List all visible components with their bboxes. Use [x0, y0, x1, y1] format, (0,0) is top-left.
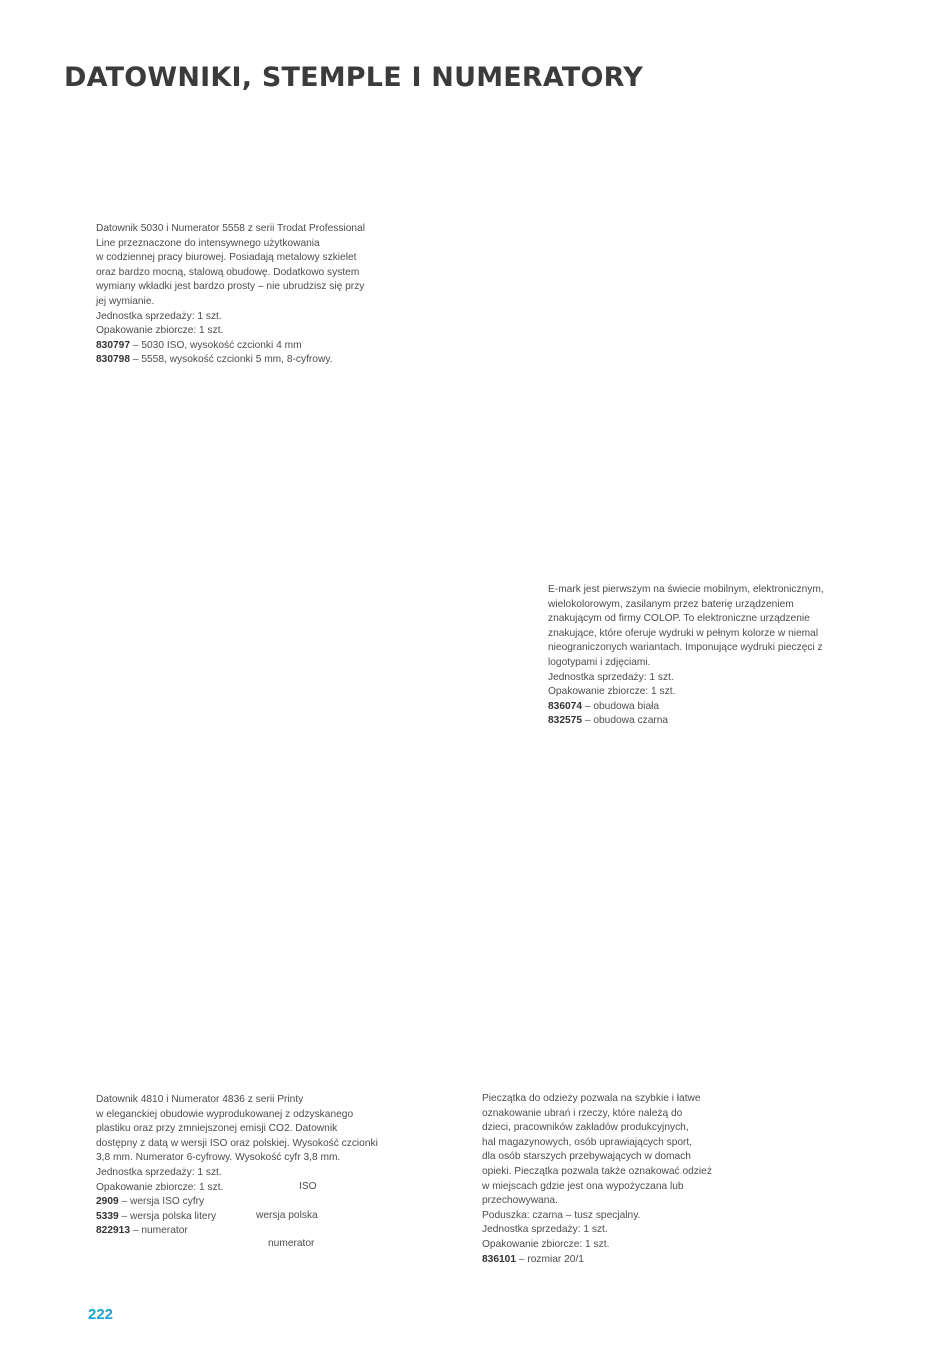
- product-desc: – obudowa czarna: [582, 715, 669, 727]
- product-item: [96, 1195, 378, 1210]
- description-line: wielokolorowym, zasilanym przez baterię urządzeniem: [548, 598, 794, 610]
- product-code: 830797: [96, 339, 130, 351]
- bulk-pack: Opakowanie zbiorcze: 1 szt.: [482, 1238, 610, 1250]
- product-item: [482, 1253, 712, 1268]
- product-block-emark: [548, 583, 824, 729]
- product-item: [96, 1224, 378, 1239]
- image-label-iso: ISO: [299, 1181, 317, 1192]
- product-block-clothing: [482, 1092, 712, 1267]
- description-line: dla osób starszych przebywających w domach: [482, 1151, 691, 1163]
- image-label-numerator: numerator: [268, 1238, 315, 1249]
- image-label-polish: wersja polska: [256, 1210, 318, 1221]
- description-line: Line przeznaczone do intensywnego użytkowania: [96, 237, 320, 249]
- page-number: 222: [88, 1306, 114, 1323]
- product-desc: – wersja polska litery: [118, 1210, 217, 1222]
- description-line: logotypami i zdjęciami.: [548, 656, 651, 668]
- product-code: 5339: [96, 1210, 119, 1222]
- product-desc: – wersja ISO cyfry: [118, 1196, 205, 1208]
- description-line: oznakowanie ubrań i rzeczy, które należą do: [482, 1107, 683, 1119]
- description-line: znakującym od firmy COLOP. To elektroniczne urządzenie: [548, 613, 810, 625]
- product-code: 836074: [548, 700, 582, 712]
- product-desc: – 5030 ISO, wysokość czcionki 4 mm: [130, 339, 302, 351]
- pad-info: Poduszka: czarna – tusz specjalny.: [482, 1209, 641, 1221]
- product-block-printy: [96, 1093, 378, 1239]
- product-description: [548, 583, 824, 671]
- product-description: [482, 1092, 712, 1209]
- description-line: E-mark jest pierwszym na świecie mobilnym, elektronicznym,: [548, 584, 824, 595]
- product-description: [96, 222, 365, 310]
- sales-unit: Jednostka sprzedaży: 1 szt.: [96, 1166, 222, 1178]
- description-line: Datownik 4810 i Numerator 4836 z serii Printy: [96, 1094, 304, 1105]
- product-item: [96, 1210, 378, 1225]
- product-block-trodat: [96, 222, 365, 368]
- description-line: plastiku oraz przy zmniejszonej emisji CO2. Datownik: [96, 1123, 338, 1135]
- description-line: w eleganckiej obudowie wyprodukowanej z odzyskanego: [96, 1108, 354, 1120]
- product-item: [548, 700, 824, 715]
- sales-unit: Jednostka sprzedaży: 1 szt.: [482, 1224, 608, 1236]
- description-line: jej wymianie.: [96, 295, 155, 307]
- description-line: hal magazynowych, osób uprawiających sport,: [482, 1136, 693, 1148]
- sales-unit: Jednostka sprzedaży: 1 szt.: [96, 310, 222, 322]
- product-code: 2909: [96, 1196, 119, 1208]
- page-title: DATOWNIKI, STEMPLE I NUMERATORY: [64, 62, 643, 93]
- sales-unit: Jednostka sprzedaży: 1 szt.: [548, 671, 674, 683]
- description-line: nieograniczonych wariantach. Imponujące wydruki pieczęci z: [548, 642, 823, 654]
- product-code: 822913: [96, 1225, 130, 1237]
- product-code: 830798: [96, 354, 130, 366]
- description-line: znakujące, które oferuje wydruki w pełnym kolorze w niemal: [548, 627, 819, 639]
- description-line: opieki. Pieczątka pozwala także oznakować odzież: [482, 1165, 712, 1177]
- description-line: w miejscach gdzie jest ona wypożyczana lub: [482, 1180, 684, 1192]
- description-line: dzieci, pracowników zakładów produkcyjnych,: [482, 1122, 689, 1134]
- product-item: [96, 353, 365, 368]
- product-desc: – 5558, wysokość czcionki 5 mm, 8-cyfrowy.: [130, 354, 333, 366]
- product-code: 836101: [482, 1253, 516, 1265]
- description-line: przechowywana.: [482, 1195, 558, 1207]
- product-code: 832575: [548, 715, 582, 727]
- description-line: 3,8 mm. Numerator 6-cyfrowy. Wysokość cyfr 3,8 mm.: [96, 1152, 341, 1164]
- product-item: [96, 339, 365, 354]
- product-desc: – numerator: [130, 1225, 188, 1237]
- description-line: Datownik 5030 i Numerator 5558 z serii Trodat Professional: [96, 223, 365, 234]
- bulk-pack: Opakowanie zbiorcze: 1 szt.: [548, 686, 676, 698]
- product-description: [96, 1093, 378, 1166]
- product-desc: – obudowa biała: [582, 700, 660, 712]
- product-desc: – rozmiar 20/1: [516, 1253, 584, 1265]
- product-item: [548, 714, 824, 729]
- bulk-pack: Opakowanie zbiorcze: 1 szt.: [96, 1181, 224, 1193]
- description-line: Pieczątka do odzieży pozwala na szybkie i łatwe: [482, 1093, 701, 1104]
- description-line: w codziennej pracy biurowej. Posiadają metalowy szkielet: [96, 252, 357, 264]
- description-line: wymiany wkładki jest bardzo prosty – nie ubrudzisz się przy: [96, 281, 365, 293]
- description-line: oraz bardzo mocną, stalową obudowę. Dodatkowo system: [96, 266, 360, 278]
- bulk-pack: Opakowanie zbiorcze: 1 szt.: [96, 325, 224, 337]
- description-line: dostępny z datą w wersji ISO oraz polskiej. Wysokość czcionki: [96, 1137, 378, 1149]
